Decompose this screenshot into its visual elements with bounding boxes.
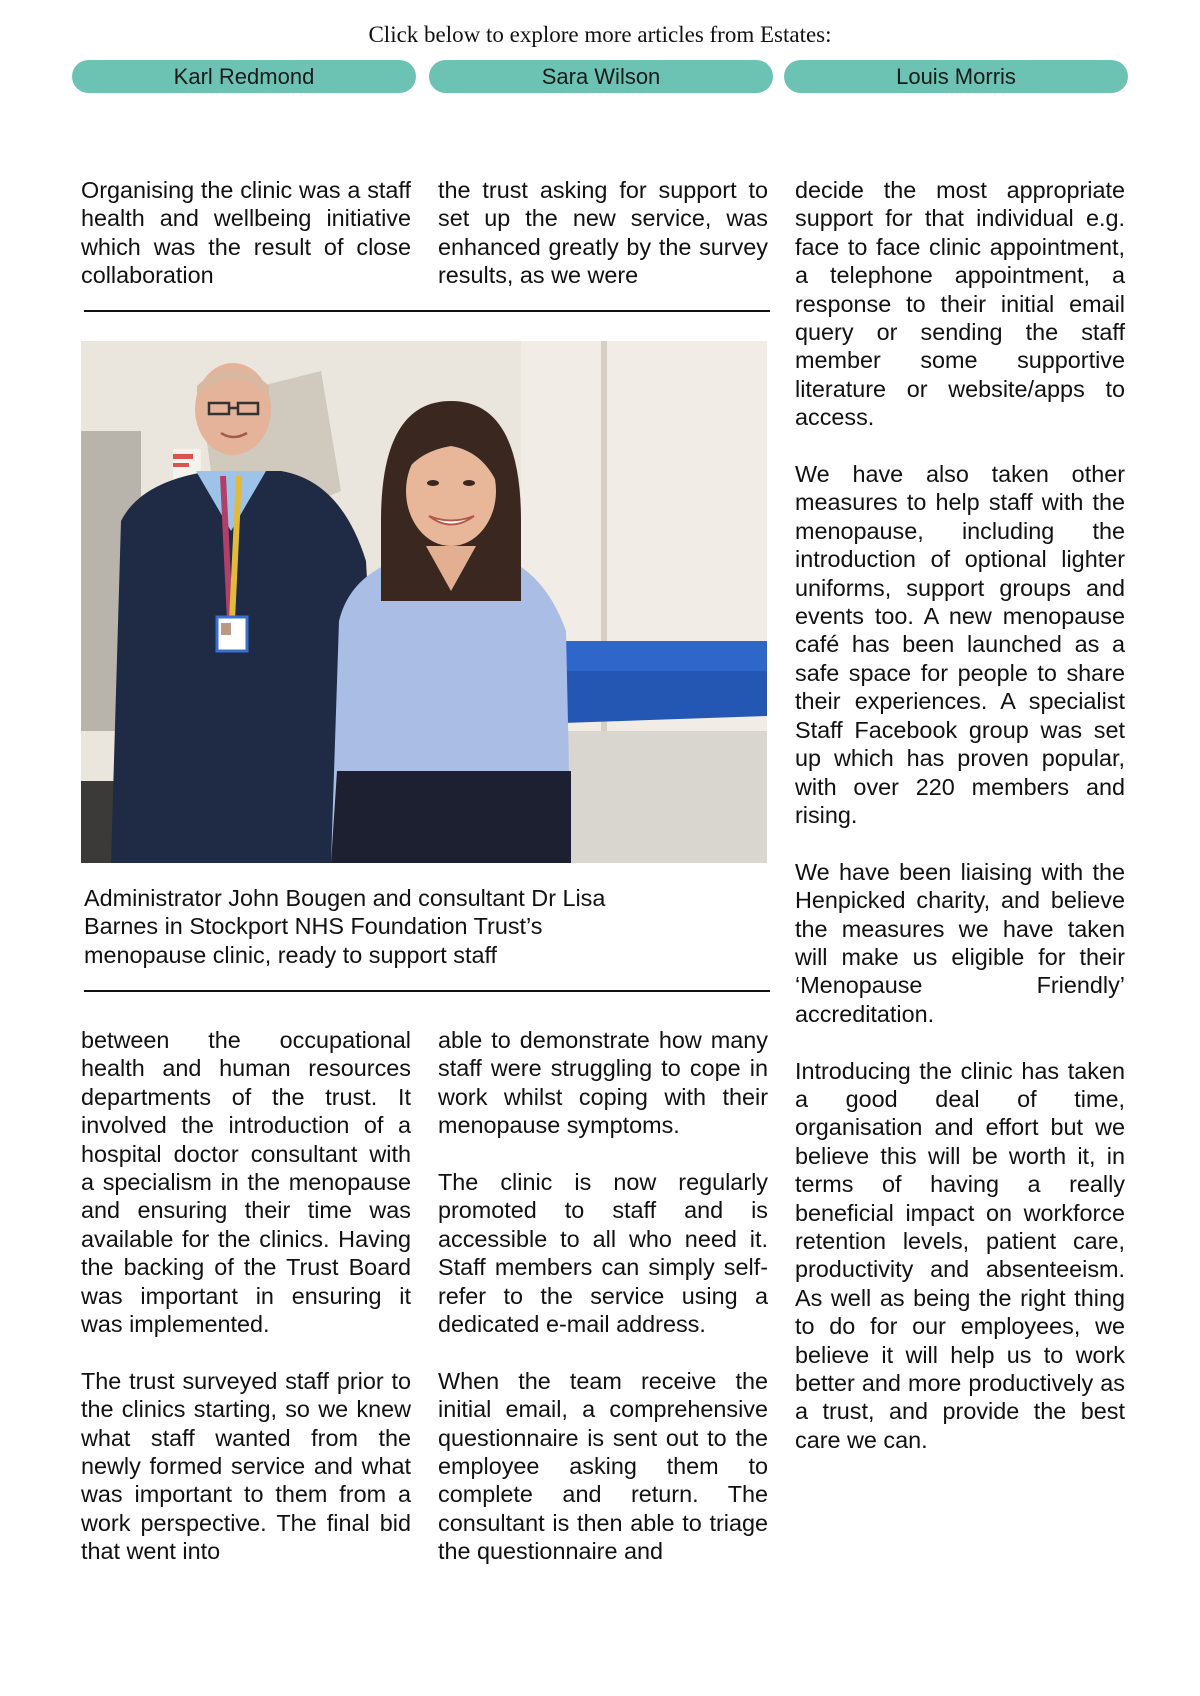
- author-button-louis-morris[interactable]: Louis Morris: [784, 60, 1128, 93]
- paragraph: The clinic is now regularly promoted to staff and is accessible to all who need it. Staff members can simply self-refer to the service using a dedicated e-mail address.: [438, 1169, 768, 1338]
- divider-top: [84, 310, 770, 312]
- paragraph: able to demonstrate how many staff were struggling to cope in work whilst coping with their menopause symptoms.: [438, 1027, 768, 1139]
- article-col1-top: [81, 176, 411, 290]
- article-col1-bottom: [81, 1026, 411, 1566]
- author-button-karl-redmond[interactable]: Karl Redmond: [72, 60, 416, 93]
- paragraph: We have also taken other measures to help staff with the menopause, including the introduction of optional lighter uniforms, support groups and events too. A new menopause café has been launched as a safe space for people to share their experiences. A specialist Staff Facebook group was set up which has proven popular, with over 220 members and rising.: [795, 461, 1125, 828]
- article-col2-bottom: [438, 1026, 768, 1566]
- divider-bottom: [84, 990, 770, 992]
- clinic-staff-photo: [81, 341, 767, 863]
- paragraph: We have been liaising with the Henpicked charity, and believe the measures we have taken will make us eligible for their ‘Menopause Friendly’ accreditation.: [795, 858, 1125, 1027]
- explore-articles-heading: Click below to explore more articles from Estates:: [368, 22, 832, 47]
- paragraph: When the team receive the initial email, a comprehensive questionnaire is sent out to the employee asking them to complete and return. The consultant is then able to triage the questionnaire and: [438, 1367, 768, 1565]
- paragraph: between the occupational health and human resources departments of the trust. It involved the introduction of a hospital doctor consultant with a specialism in the menopause and ensuring their time was available for the clinics. Having the backing of the Trust Board was important in ensuring it was implemented.: [81, 1027, 411, 1338]
- paragraph: Organising the clinic was a staff health and wellbeing initiative which was the result of close collaboration: [81, 177, 411, 289]
- author-button-sara-wilson[interactable]: Sara Wilson: [429, 60, 773, 93]
- article-col3: [795, 176, 1125, 1454]
- article-col2-top: [438, 176, 768, 290]
- paragraph: The trust surveyed staff prior to the clinics starting, so we knew what staff wanted from the newly formed service and what was important to them from a work perspective. The final bid that went into: [81, 1367, 411, 1565]
- paragraph: Introducing the clinic has taken a good deal of time, organisation and effort but we believe this will be worth it, in terms of having a really beneficial impact on workforce retention levels, patient care, productivity and absenteeism. As well as being the right thing to do for our employees, we believe it will help us to work better and more productively as a trust, and provide the best care we can.: [795, 1057, 1125, 1453]
- author-nav: [72, 60, 1128, 93]
- paragraph: the trust asking for support to set up the new service, was enhanced greatly by the survey results, as we were: [438, 177, 768, 289]
- paragraph: decide the most appropriate support for that individual e.g. face to face clinic appointment, a telephone appointment, a response to their initial email query or sending the staff member some supportive literature or website/apps to access.: [795, 177, 1125, 431]
- photo-caption: Administrator John Bougen and consultant Dr Lisa Barnes in Stockport NHS Foundation Trust’s menopause clinic, ready to support staff: [84, 885, 606, 968]
